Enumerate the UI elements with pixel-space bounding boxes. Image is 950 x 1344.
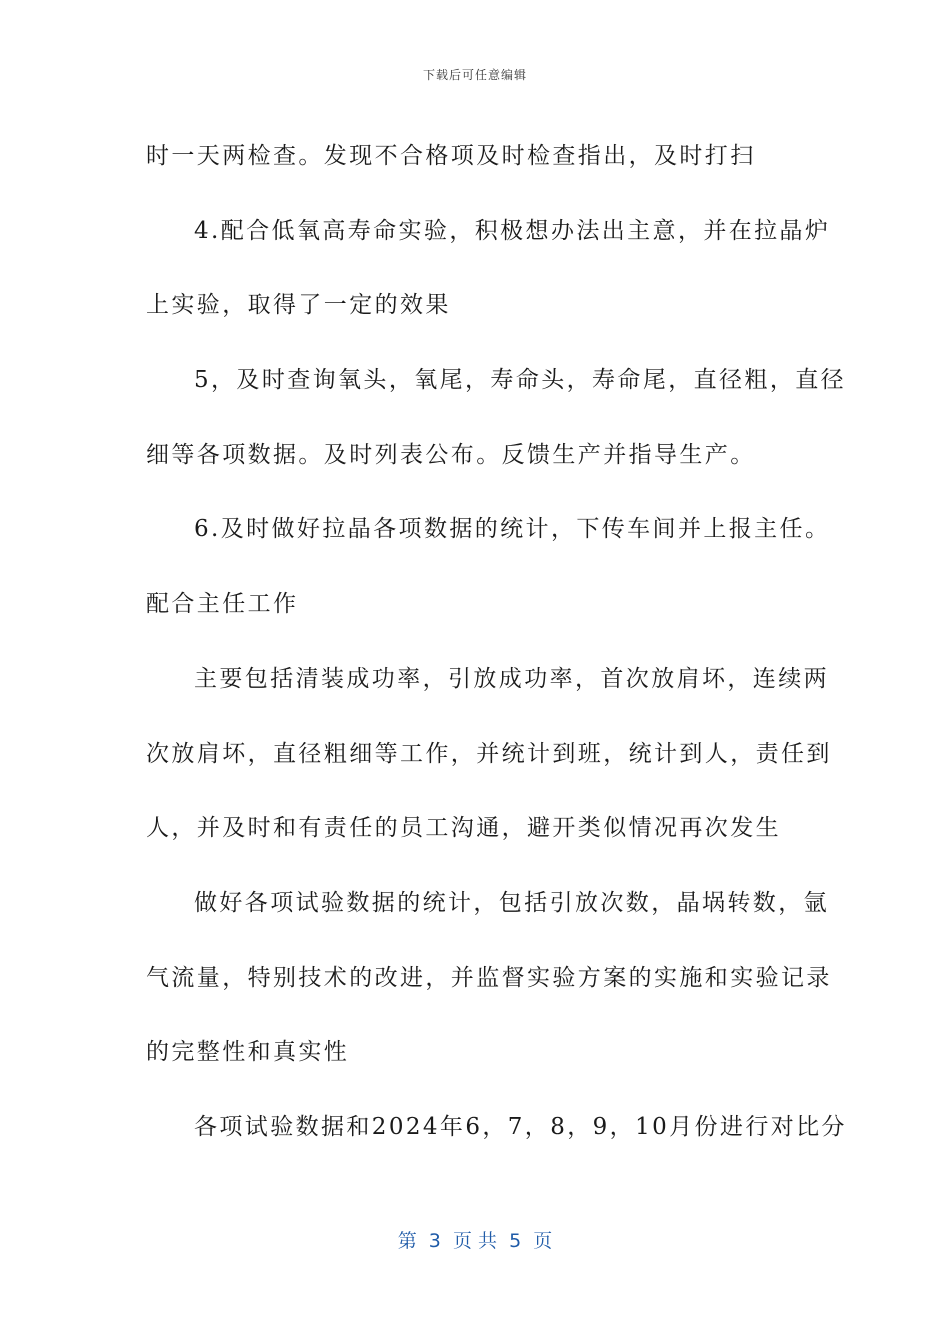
text-line: 上实验，取得了一定的效果: [146, 292, 451, 319]
text-line: 4.配合低氧高寿命实验，积极想办法出主意，并在拉晶炉: [194, 217, 831, 244]
header-note: 下载后可任意编辑: [422, 68, 527, 82]
text-line: 气流量，特别技术的改进，并监督实验方案的实施和实验记录: [146, 964, 832, 991]
text-line: 的完整性和真实性: [146, 1039, 350, 1066]
text-line: 6.及时做好拉晶各项数据的统计，下传车间并上报主任。: [194, 516, 831, 543]
text-line: 时一天两检查。发现不合格项及时检查指出，及时打扫: [146, 143, 756, 169]
text-line: 5，及时查询氧头，氧尾，寿命头，寿命尾，直径粗，直径: [194, 367, 847, 394]
text-line: 做好各项试验数据的统计，包括引放次数，晶埚转数，氩: [194, 889, 829, 916]
page-indicator: 第 3 页 共 5 页: [397, 1230, 553, 1252]
text-line: 次放肩坏，直径粗细等工作，并统计到班，统计到人，责任到: [146, 740, 832, 767]
text-line: 配合主任工作: [146, 591, 299, 618]
text-line: 人，并及时和有责任的员工沟通，避开类似情况再次发生: [146, 815, 781, 842]
text-line: 细等各项数据。及时列表公布。反馈生产并指导生产。: [146, 441, 756, 468]
text-line: 各项试验数据和2024年6，7，8，9，10月份进行对比分: [194, 1113, 847, 1140]
document-body: [146, 119, 847, 1165]
text-line: 主要包括清装成功率，引放成功率，首次放肩坏，连续两: [194, 665, 829, 692]
